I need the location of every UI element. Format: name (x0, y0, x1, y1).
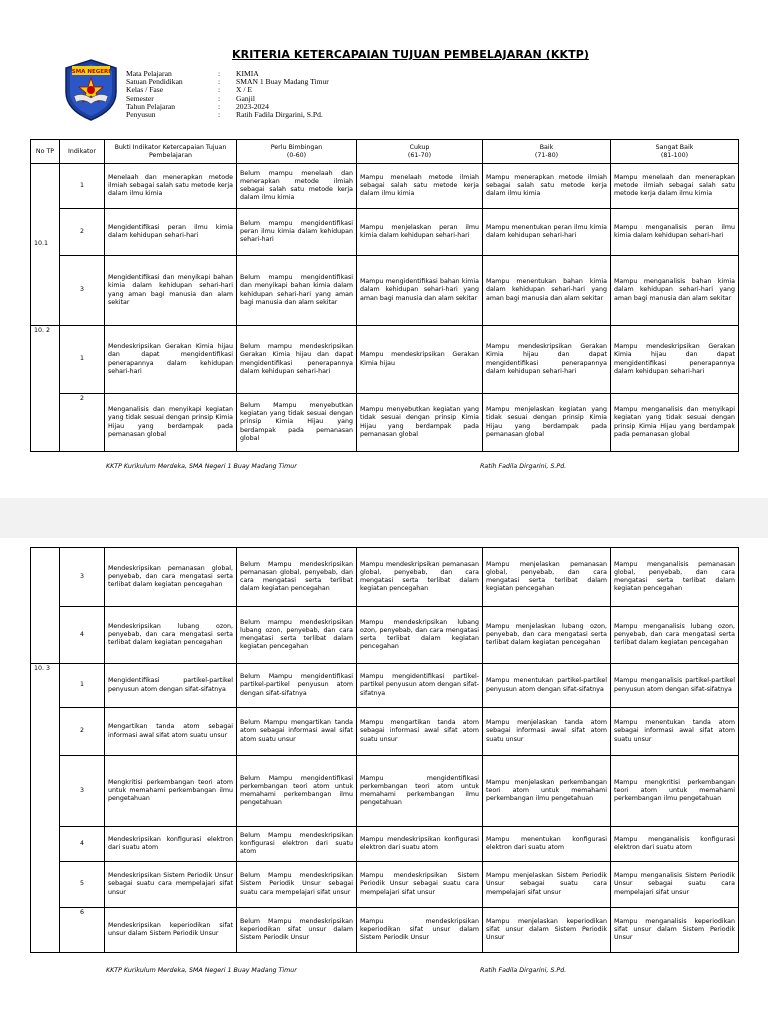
bukti-cell: Mendeskripsikan konfigurasi elektron dari suatu atom (105, 827, 237, 862)
class-value: X / E (236, 85, 253, 95)
baik-cell: Mampu menerapkan metode ilmiah sebagai salah satu metode kerja dalam ilmu kimia (483, 164, 611, 209)
bukti-cell: Mengartikan tanda atom sebagai informasi awal sifat atom suatu unsur (105, 708, 237, 756)
header-row (31, 140, 739, 164)
perlu-cell: Belum mampu menelaah dan menerapkan metode ilmiah sebagai salah satu metode kerja dalam ilmu kimia (237, 164, 357, 209)
meta-row: Kelas / Fase : X / E (126, 85, 253, 95)
table-row (31, 548, 739, 607)
bukti-cell: Mengidentifikasi peran ilmu kimia dalam kehidupan sehari-hari (105, 209, 237, 256)
indikator-cell: 5 (60, 862, 105, 908)
sangat-cell: Mampu menganalisis dan menyikapi kegiatan yang tidak sesuai dengan prinsip Kimia Hijau yang berdampak pada pemanasan global (611, 394, 739, 452)
tp-cell: 10.1 (31, 164, 60, 326)
bukti-cell: Mengkritisi perkembangan teori atom untuk memahami perkembangan ilmu pengetahuan (105, 756, 237, 827)
baik-cell: Mampu menentukan peran ilmu kimia dalam kehidupan sehari-hari (483, 209, 611, 256)
footer-left: KKTP Kurikulum Merdeka, SMA Negeri 1 Buay Madang Timur (106, 463, 297, 470)
sangat-cell: Mampu menganalisis pemanasan global, penyebab, dan cara mengatasi serta terlibat dalam kegiatan pencegahan (611, 548, 739, 607)
indikator-cell: 1 (60, 326, 105, 394)
baik-cell: Mampu menjelaskan perkembangan teori atom untuk memahami perkembangan ilmu pengetahuan (483, 756, 611, 827)
indikator-cell: 1 (60, 664, 105, 708)
semester-value: Ganjil (236, 93, 255, 103)
meta-row: Mata Pelajaran : KIMIA (126, 69, 259, 78)
table-row (31, 209, 739, 256)
perlu-cell: Belum Mampu mengartikan tanda atom sebagai informasi awal sifat atom suatu unsur (237, 708, 357, 756)
metadata-block (126, 70, 329, 119)
header-cukup: Cukup (61-70) (357, 140, 483, 164)
indikator-cell: 4 (60, 607, 105, 664)
header-indikator: Indikator (60, 140, 105, 164)
bukti-cell: Mengidentifikasi dan menyikapi bahan kimia dalam kehidupan sehari-hari yang aman bagi manusia dan alam sekitar (105, 256, 237, 326)
table-row (31, 862, 739, 908)
bukti-cell: Mengidentifikasi partikel-partikel penyusun atom dengan sifat-sifatnya (105, 664, 237, 708)
author-value: Ratih Fadila Dirgarini, S.Pd. (236, 109, 323, 119)
indikator-cell: 2 (60, 394, 105, 452)
table-row (31, 756, 739, 827)
page-1 (0, 0, 768, 498)
sangat-cell: Mampu mendeskripsikan Gerakan Kimia hijau dan dapat mengidentifikasi penerapannya dalam kehidupan sehari-hari (611, 326, 739, 394)
table-row (31, 908, 739, 953)
baik-cell: Mampu menentukan partikel-partikel penyusun atom dengan sifat-sifatnya (483, 664, 611, 708)
perlu-cell: Belum mampu mendeskripsikan lubang ozon, penyebab, dan cara mengatasi serta terlibat dalam kegiatan pencegahan (237, 607, 357, 664)
cukup-cell: Mampu menelaah metode ilmiah sebagai salah satu metode kerja dalam ilmu kimia (357, 164, 483, 209)
sangat-cell: Mampu menganalisis peran ilmu kimia dalam kehidupan sehari-hari (611, 209, 739, 256)
bukti-cell: Menganalisis dan menyikapi kegiatan yang tidak sesuai dengan prinsip Kimia Hijau yang berdampak pada pemanasan global (105, 394, 237, 452)
tp-cell: 10. 3 (31, 664, 60, 953)
indikator-cell: 3 (60, 256, 105, 326)
baik-cell: Mampu menentukan konfigurasi elektron dari suatu atom (483, 827, 611, 862)
table-row (31, 708, 739, 756)
bukti-cell: Mendeskripsikan Sistem Periodik Unsur sebagai suatu cara mempelajari sifat unsur (105, 862, 237, 908)
baik-cell: Mampu mendeskripsikan Gerakan Kimia hijau dan dapat mengidentifikasi penerapannya dalam kehidupan sehari-hari (483, 326, 611, 394)
footer-left: KKTP Kurikulum Merdeka, SMA Negeri 1 Buay Madang Timur (106, 967, 297, 974)
cukup-cell: Mampu mendeskripsikan Sistem Periodik Unsur sebagai suatu cara mempelajari sifat unsur (357, 862, 483, 908)
meta-row: Semester : Ganjil (126, 93, 255, 103)
perlu-cell: Belum Mampu mendeskripsikan pemanasan global, penyebab, dan cara mengatasi serta terlibat dalam kegiatan pencegahan (237, 548, 357, 607)
header-sangat-baik: Sangat Baik (81-100) (611, 140, 739, 164)
table-row (31, 256, 739, 326)
bukti-cell: Mendeskripsikan pemanasan global, penyebab, dan cara mengatasi serta terlibat dalam kegiatan pencegahan (105, 548, 237, 607)
perlu-cell: Belum mampu mengidentifikasi dan menyikapi bahan kimia dalam kehidupan sehari-hari yang aman bagi manusia dan alam sekitar (237, 256, 357, 326)
bukti-cell: Mendeskripsikan keperiodikan sifat unsur dalam Sistem Periodik Unsur (105, 908, 237, 953)
table-row (31, 164, 739, 209)
baik-cell: Mampu menjelaskan lubang ozon, penyebab, dan cara mengatasi serta terlibat dalam kegiatan pencegahan (483, 607, 611, 664)
perlu-cell: Belum mampu mengidentifikasi peran ilmu kimia dalam kehidupan sehari-hari (237, 209, 357, 256)
footer-right: Ratih Fadila Dirgarini, S.Pd. (480, 967, 567, 974)
perlu-cell: Belum Mampu mengidentifikasi perkembangan teori atom untuk memahami perkembangan ilmu pengetahuan (237, 756, 357, 827)
baik-cell: Mampu menjelaskan kegiatan yang tidak sesuai dengan prinsip Kimia Hijau yang berdampak pada pemanasan global (483, 394, 611, 452)
perlu-cell: Belum Mampu mendeskripsikan keperiodikan sifat unsur dalam Sistem Periodik Unsur (237, 908, 357, 953)
header-bukti: Bukti Indikator Ketercapaian Tujuan Pembelajaran (105, 140, 237, 164)
table-row (31, 326, 739, 394)
baik-cell: Mampu menjelaskan pemanasan global, penyebab, dan cara mengatasi serta terlibat dalam kegiatan pencegahan (483, 548, 611, 607)
indikator-cell: 2 (60, 708, 105, 756)
perlu-cell: Belum Mampu menyebutkan kegiatan yang tidak sesuai dengan prinsip Kimia Hijau yang berdampak pada pemanasan global (237, 394, 357, 452)
kktp-table-1 (30, 139, 739, 452)
table-row (31, 664, 739, 708)
sangat-cell: Mampu menganalisis keperiodikan sifat unsur dalam Sistem Periodik Unsur (611, 908, 739, 953)
cukup-cell: Mampu mendeskripsikan konfigurasi elektron dari suatu atom (357, 827, 483, 862)
indikator-cell: 4 (60, 827, 105, 862)
cukup-cell: Mampu mendeskripsikan keperiodikan sifat unsur dalam Sistem Periodik Unsur (357, 908, 483, 953)
page-2 (0, 538, 768, 1024)
cukup-cell: Mampu mendeskripsikan Gerakan Kimia hijau (357, 326, 483, 394)
meta-row: Tahun Pelajaran : 2023-2024 (126, 101, 269, 111)
baik-cell: Mampu menentukan bahan kimia dalam kehidupan sehari-hari yang aman bagi manusia dan alam sekitar (483, 256, 611, 326)
cukup-cell: Mampu mengartikan tanda atom sebagai informasi awal sifat atom suatu unsur (357, 708, 483, 756)
sangat-cell: Mampu menganalisis lubang ozon, penyebab, dan cara mengatasi serta terlibat dalam kegiatan pencegahan (611, 607, 739, 664)
header-perlu-bimbingan: Perlu Bimbingan (0-60) (237, 140, 357, 164)
table-row (31, 827, 739, 862)
tp-cell (31, 548, 60, 664)
bukti-cell: Mendeskripsikan Gerakan Kimia hijau dan dapat mengidentifikasi penerapannya dalam kehidupan sehari-hari (105, 326, 237, 394)
sangat-cell: Mampu menganalisis partikel-partikel penyusun atom dengan sifat-sifatnya (611, 664, 739, 708)
indikator-cell: 3 (60, 548, 105, 607)
subject-value: KIMIA (236, 69, 259, 78)
kktp-table-2 (30, 547, 739, 953)
cukup-cell: Mampu menjelaskan peran ilmu kimia dalam kehidupan sehari-hari (357, 209, 483, 256)
tp-cell: 10. 2 (31, 326, 60, 452)
cukup-cell: Mampu mengidentifikasi perkembangan teori atom untuk memahami perkembangan ilmu pengetahuan (357, 756, 483, 827)
perlu-cell: Belum Mampu mengidentifikasi partikel-partikel penyusun atom dengan sifat-sifatnya (237, 664, 357, 708)
indikator-cell: 3 (60, 756, 105, 827)
perlu-cell: Belum Mampu mendeskripsikan konfigurasi elektron dari suatu atom (237, 827, 357, 862)
perlu-cell: Belum Mampu mendeskripsikan Sistem Periodik Unsur sebagai suatu cara mempelajari sifat unsur (237, 862, 357, 908)
sangat-cell: Mampu menganalisis konfigurasi elektron dari suatu atom (611, 827, 739, 862)
indikator-cell: 1 (60, 164, 105, 209)
meta-row: Satuan Pendidikan : SMAN 1 Buay Madang Timur (126, 77, 329, 87)
baik-cell: Mampu menjelaskan Sistem Periodik Unsur sebagai suatu cara mempelajari sifat unsur (483, 862, 611, 908)
cukup-cell: Mampu menyebutkan kegiatan yang tidak sesuai dengan prinsip Kimia Hijau yang berdampak pada pemanasan global (357, 394, 483, 452)
school-logo (62, 58, 120, 122)
indikator-cell: 6 (60, 908, 105, 953)
perlu-cell: Belum mampu mendeskripsikan Gerakan Kimia hijau dan dapat mengidentifikasi penerapannya dalam kehidupan sehari-hari (237, 326, 357, 394)
bukti-cell: Mendeskripsikan lubang ozon, penyebab, dan cara mengatasi serta terlibat dalam kegiatan pencegahan (105, 607, 237, 664)
header-baik: Baik (71-80) (483, 140, 611, 164)
bukti-cell: Menelaah dan menerapkan metode ilmiah sebagai salah satu metode kerja dalam ilmu kimia (105, 164, 237, 209)
school-value: SMAN 1 Buay Madang Timur (236, 77, 329, 87)
footer-right: Ratih Fadila Dirgarini, S.Pd. (480, 463, 567, 470)
cukup-cell: Mampu mengidentifikasi partikel-partikel penyusun atom dengan sifat-sifatnya (357, 664, 483, 708)
sangat-cell: Mampu menentukan tanda atom sebagai informasi awal sifat atom suatu unsur (611, 708, 739, 756)
logo-text: SMA NEGERI (71, 69, 111, 75)
header-no-tp: No TP (31, 140, 60, 164)
meta-row: Penyusun : Ratih Fadila Dirgarini, S.Pd. (126, 109, 323, 119)
sangat-cell: Mampu menelaah dan menerapkan metode ilmiah sebagai salah satu metode kerja dalam ilmu kimia (611, 164, 739, 209)
cukup-cell: Mampu mendeskripsikan lubang ozon, penyebab, dan cara mengatasi serta terlibat dalam kegiatan pencegahan (357, 607, 483, 664)
sangat-cell: Mampu menganalisis Sistem Periodik Unsur sebagai suatu cara mempelajari sifat unsur (611, 862, 739, 908)
year-value: 2023-2024 (236, 101, 269, 111)
page-gap (0, 498, 768, 538)
table-row (31, 394, 739, 452)
cukup-cell: Mampu mengidentifikasi bahan kimia dalam kehidupan sehari-hari yang aman bagi manusia dan alam sekitar (357, 256, 483, 326)
table-row (31, 607, 739, 664)
cukup-cell: Mampu mendeskripsikan pemanasan global, penyebab, dan cara mengatasi serta terlibat dalam kegiatan pencegahan (357, 548, 483, 607)
sangat-cell: Mampu menganalisis bahan kimia dalam kehidupan sehari-hari yang aman bagi manusia dan alam sekitar (611, 256, 739, 326)
document-title: KRITERIA KETERCAPAIAN TUJUAN PEMBELAJARAN (KKTP) (232, 48, 590, 61)
sangat-cell: Mampu mengkritisi perkembangan teori atom untuk memahami perkembangan ilmu pengetahuan (611, 756, 739, 827)
baik-cell: Mampu menjelaskan keperiodikan sifat unsur dalam Sistem Periodik Unsur (483, 908, 611, 953)
baik-cell: Mampu menjelaskan tanda atom sebagai informasi awal sifat atom suatu unsur (483, 708, 611, 756)
indikator-cell: 2 (60, 209, 105, 256)
